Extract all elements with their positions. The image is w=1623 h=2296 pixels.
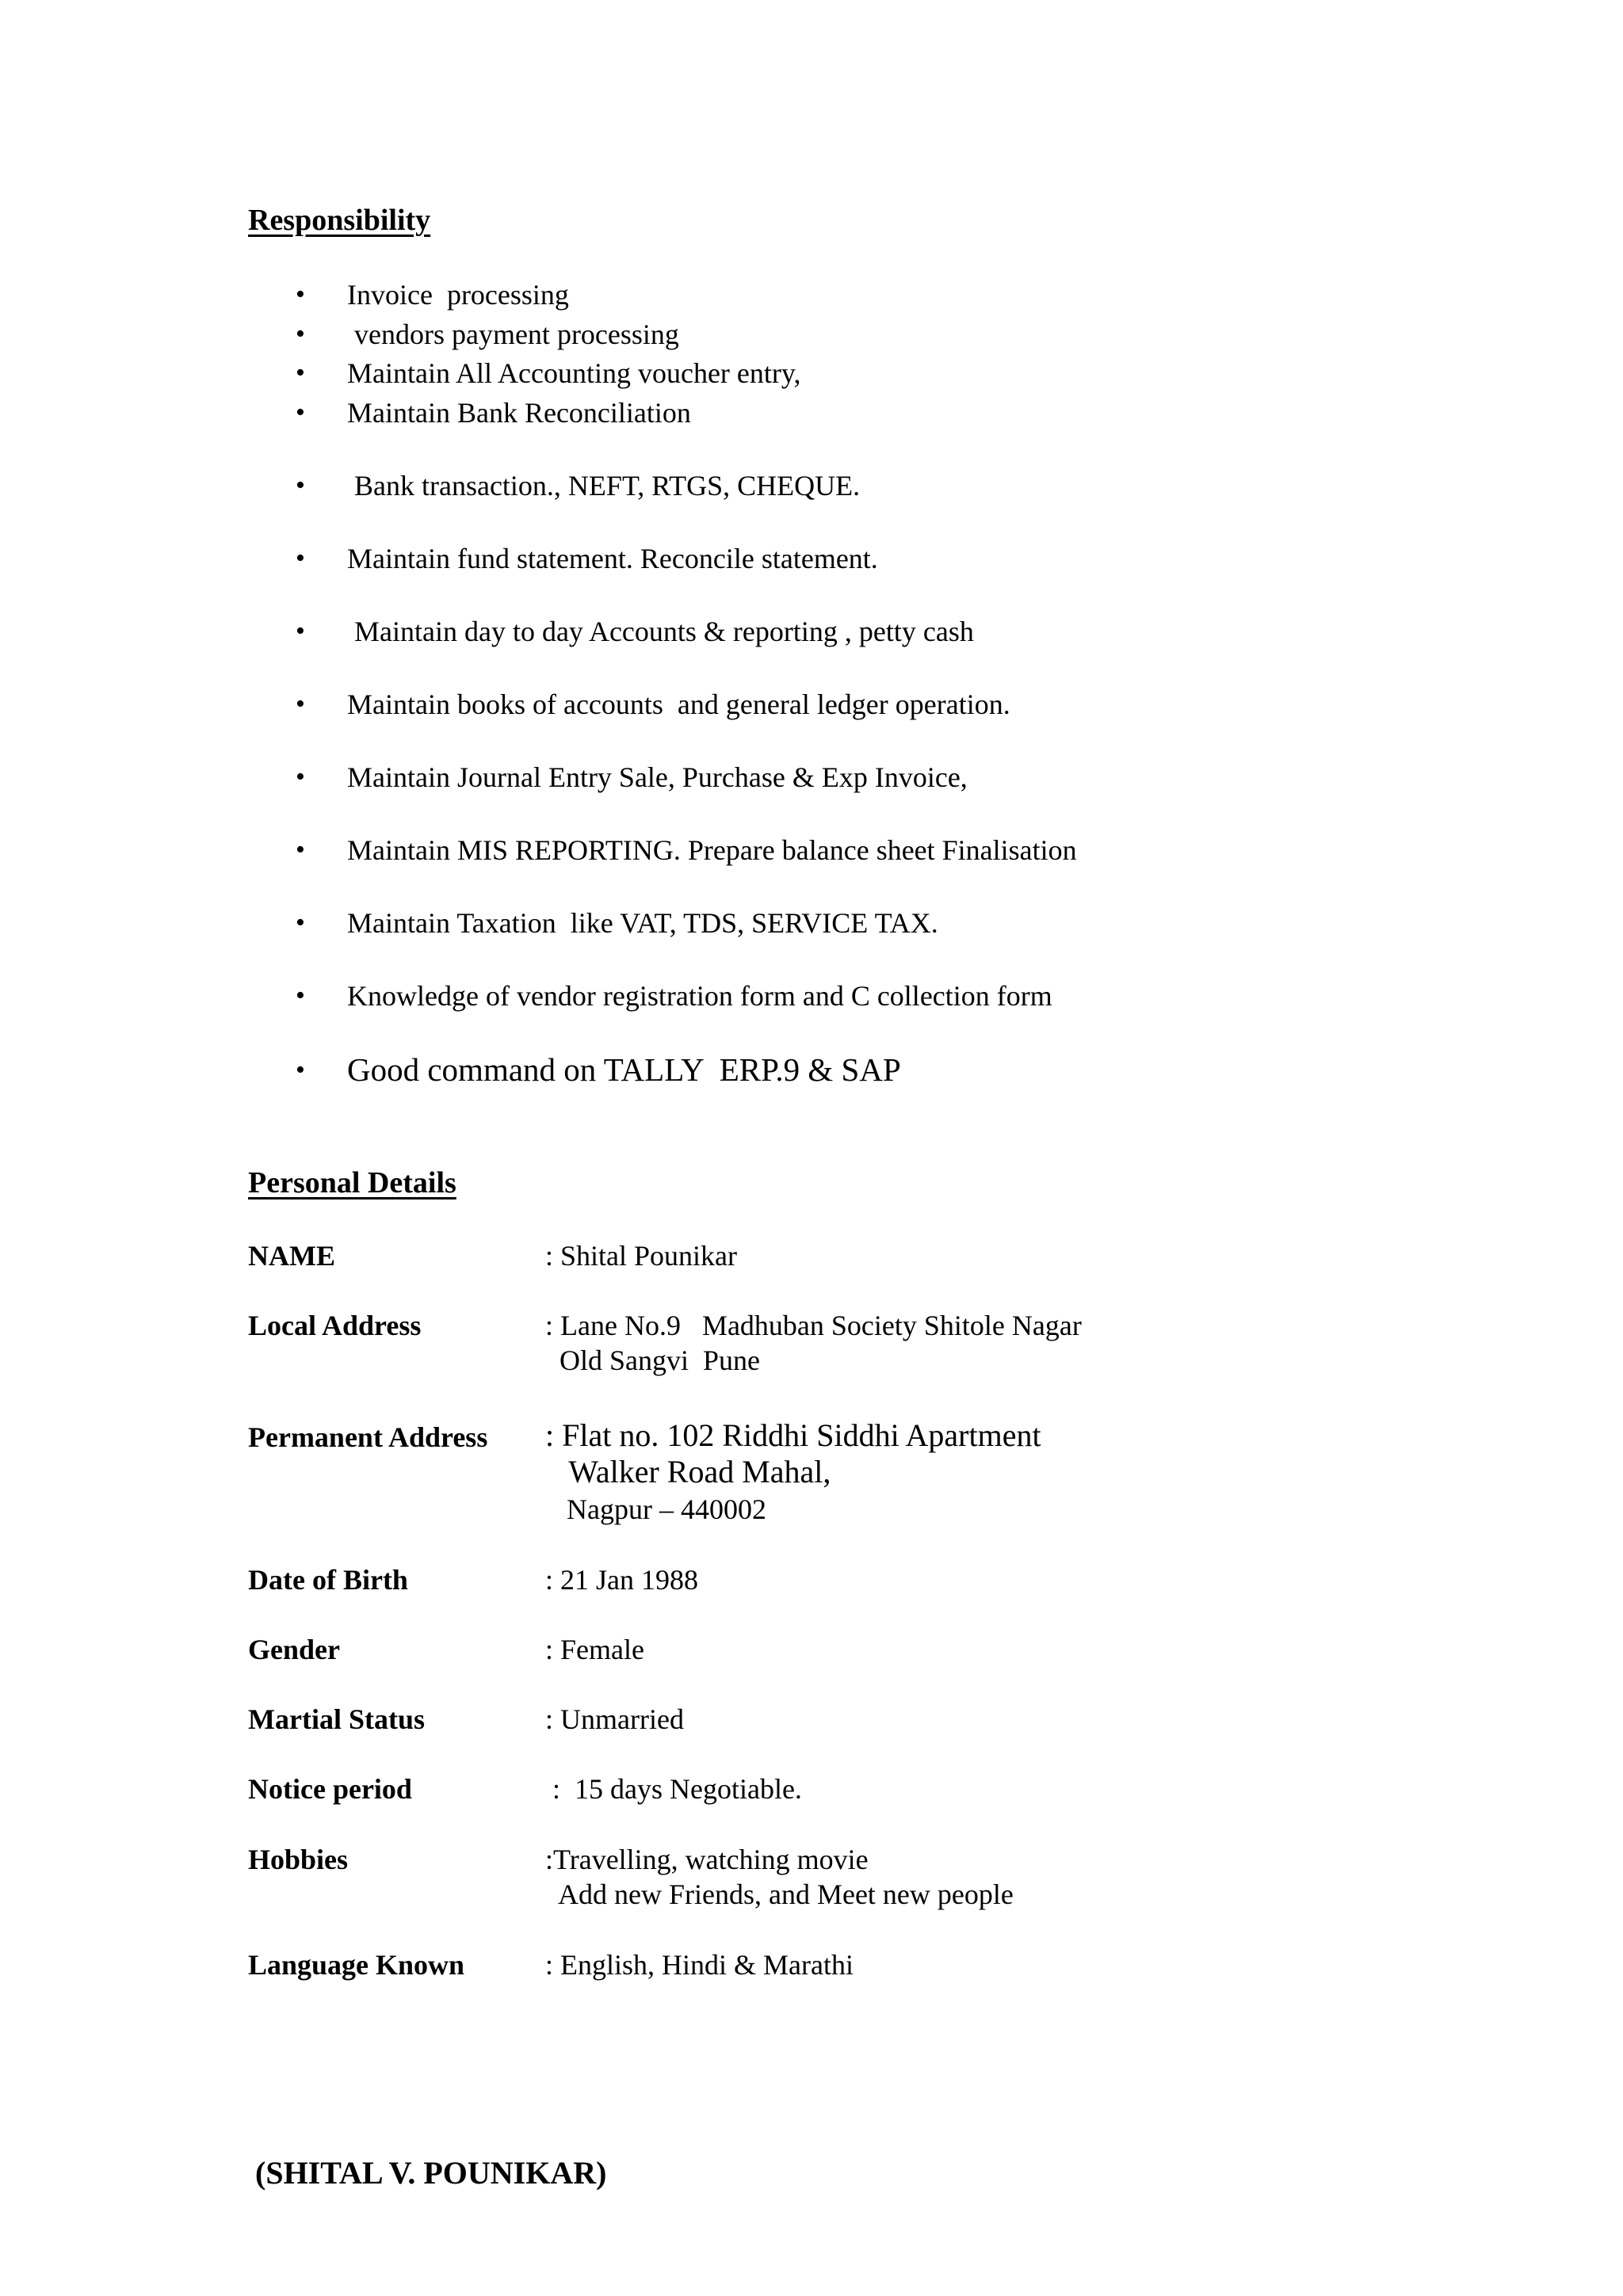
list-item-text: Maintain MIS REPORTING. Prepare balance sheet Finalisation	[347, 834, 1077, 866]
responsibility-heading: Responsibility	[248, 204, 431, 237]
bullet-icon: •	[296, 398, 305, 427]
bullet-icon: •	[296, 471, 305, 500]
bullet-icon: •	[296, 1055, 305, 1085]
list-item-text: Maintain fund statement. Reconcile statement.	[347, 543, 878, 574]
bullet-icon: •	[296, 762, 305, 791]
list-item-text: Maintain books of accounts and general ledger operation.	[347, 688, 1010, 720]
permanent-address-line3: Nagpur – 440002	[545, 1493, 766, 1525]
hobbies-label: Hobbies	[248, 1844, 349, 1875]
permanent-address-line1: : Flat no. 102 Riddhi Siddhi Apartment	[545, 1417, 1041, 1453]
list-item-text: Maintain Taxation like VAT, TDS, SERVICE TAX.	[347, 907, 938, 939]
list-item-text: Bank transaction., NEFT, RTGS, CHEQUE.	[347, 470, 861, 502]
local-address-label: Local Address	[248, 1310, 422, 1341]
marital-status-label: Martial Status	[248, 1703, 425, 1735]
bullet-icon: •	[296, 616, 305, 646]
bullet-icon: •	[296, 358, 305, 387]
list-item-text: Good command on TALLY ERP.9 & SAP	[347, 1051, 901, 1088]
local-address-line1: : Lane No.9 Madhuban Society Shitole Nagar	[545, 1310, 1082, 1341]
name-value: : Shital Pounikar	[545, 1240, 737, 1272]
bullet-icon: •	[296, 835, 305, 864]
list-item-text: Maintain day to day Accounts & reporting , petty cash	[347, 616, 974, 647]
bullet-icon: •	[296, 908, 305, 937]
notice-period-value: : 15 days Negotiable.	[545, 1773, 802, 1805]
bullet-icon: •	[296, 981, 305, 1010]
bullet-icon: •	[296, 319, 305, 349]
marital-status-value: : Unmarried	[545, 1703, 684, 1735]
gender-value: : Female	[545, 1634, 644, 1665]
permanent-address-label: Permanent Address	[248, 1421, 488, 1453]
dob-value: : 21 Jan 1988	[545, 1564, 698, 1596]
list-item-text: vendors payment processing	[347, 318, 679, 350]
personal-details-heading: Personal Details	[248, 1166, 456, 1199]
list-item-text: Maintain Journal Entry Sale, Purchase & Exp Invoice,	[347, 761, 968, 793]
permanent-address-line2: Walker Road Mahal,	[545, 1454, 831, 1489]
bullet-icon: •	[296, 689, 305, 719]
list-item-text: Knowledge of vendor registration form and C collection form	[347, 980, 1052, 1012]
bullet-icon: •	[296, 280, 305, 309]
gender-label: Gender	[248, 1634, 340, 1665]
list-item-text: Maintain Bank Reconciliation	[347, 397, 691, 429]
notice-period-label: Notice period	[248, 1773, 412, 1805]
hobbies-line2: Add new Friends, and Meet new people	[545, 1878, 1014, 1910]
language-known-value: : English, Hindi & Marathi	[545, 1949, 854, 1981]
signature-name: (SHITAL V. POUNIKAR)	[255, 2155, 607, 2191]
name-label: NAME	[248, 1240, 335, 1272]
local-address-line2: Old Sangvi Pune	[545, 1344, 761, 1376]
language-known-label: Language Known	[248, 1949, 465, 1981]
list-item-text: Maintain All Accounting voucher entry,	[347, 357, 801, 389]
hobbies-line1: :Travelling, watching movie	[545, 1844, 869, 1875]
dob-label: Date of Birth	[248, 1564, 408, 1596]
list-item-text: Invoice processing	[347, 279, 569, 311]
bullet-icon: •	[296, 543, 305, 573]
